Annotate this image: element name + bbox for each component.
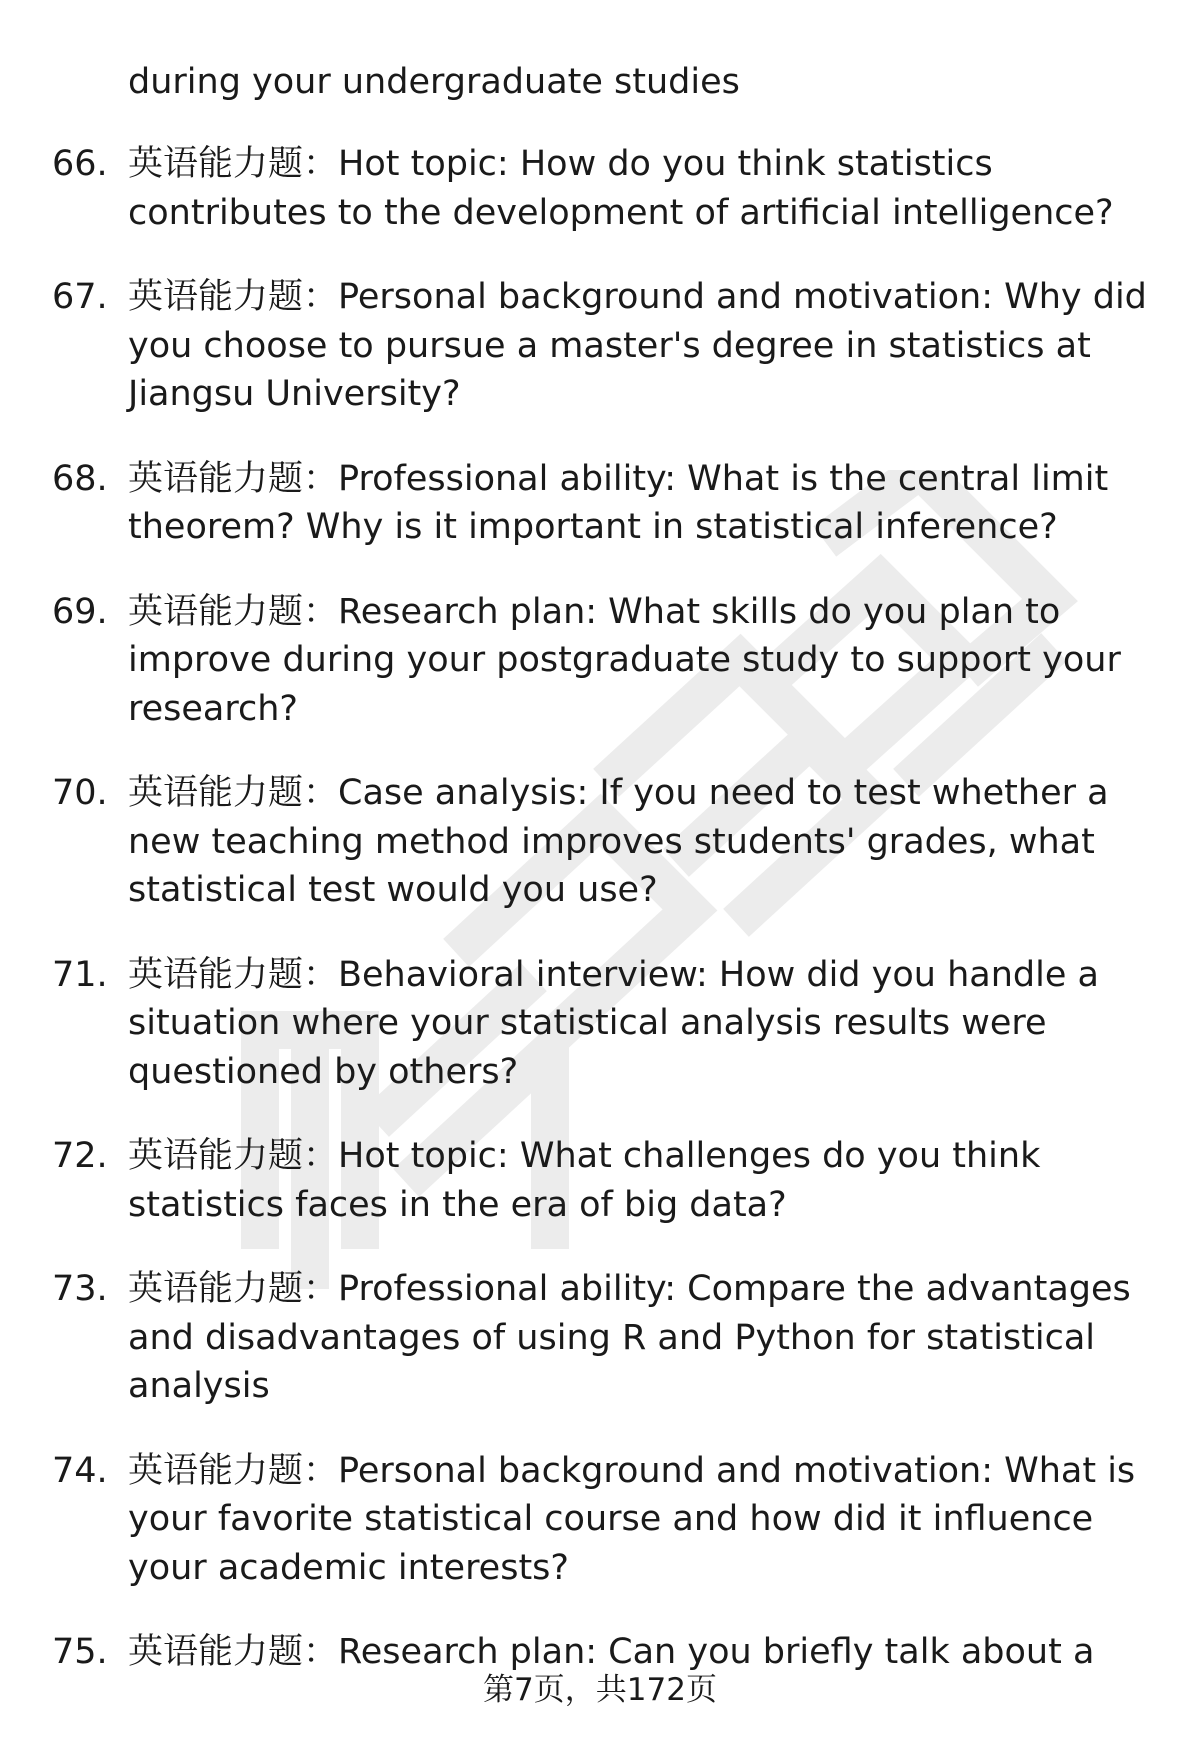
list-item [0,1132,1200,1229]
list-item [0,1265,1200,1411]
question-number: 71. [52,954,108,995]
question-text: Hot topic: What challenges do you think statistics faces in the era of big data? [128,1136,1041,1225]
question-number: 67. [52,277,108,317]
question-text: Personal background and motivation: What is your favorite statistical course and how did it influence your academic interests? [128,1450,1136,1588]
list-item [0,951,1200,1097]
list-item [0,1447,1200,1593]
question-tag: 英语能力题： [128,1136,339,1176]
list-item [0,140,1200,237]
question-number: 70. [52,773,108,813]
question-tag: 英语能力题： [128,458,339,499]
question-tag: 英语能力题： [128,954,339,995]
question-number: 73. [52,1269,108,1309]
page-footer: 第7页，共172页 [483,1672,717,1708]
question-text: Professional ability: What is the central limit theorem? Why is it important in statistical inference? [128,458,1109,547]
question-text: Personal background and motivation: Why did you choose to pursue a master's degree in statistics at Jiangsu University? [128,277,1147,414]
question-tag: 英语能力题： [128,144,339,184]
question-text: Behavioral interview: How did you handle a situation where your statistical analysis results were questioned by others? [128,954,1099,1092]
question-text: Research plan: What skills do you plan to improve during your postgraduate study to support your research? [128,591,1121,729]
question-text: Research plan: Can you briefly talk about a [338,1632,1095,1672]
list-item [0,588,1200,734]
question-number: 75. [52,1632,108,1672]
question-number: 68. [52,458,108,499]
list-item [0,455,1200,552]
list-item [0,273,1200,419]
question-number: 72. [52,1136,108,1176]
question-tag: 英语能力题： [128,773,339,813]
question-tag: 英语能力题： [128,1632,339,1672]
question-number: 66. [52,144,108,184]
question-text: Professional ability: Compare the advantages and disadvantages of using R and Python for statistical analysis [128,1269,1131,1406]
question-text: Case analysis: If you need to test whether a new teaching method improves students' grades, what statistical test would you use? [128,773,1109,910]
question-list [0,140,1200,1713]
question-text: Hot topic: How do you think statistics contributes to the development of artificial intelligence? [128,144,1114,233]
continuation-text: during your undergraduate studies [128,62,740,102]
list-item [0,769,1200,915]
question-tag: 英语能力题： [128,591,339,632]
question-number: 69. [52,591,108,632]
question-number: 74. [52,1450,108,1491]
question-tag: 英语能力题： [128,1269,339,1309]
question-tag: 英语能力题： [128,277,339,317]
question-tag: 英语能力题： [128,1450,339,1491]
